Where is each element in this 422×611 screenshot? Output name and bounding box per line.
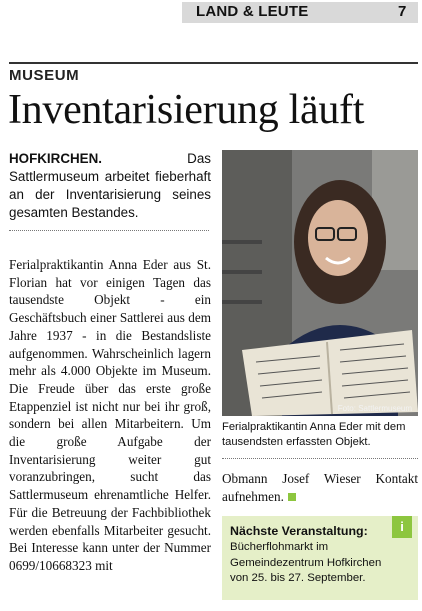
end-mark-icon <box>288 493 296 501</box>
continuation-text: Obmann Josef Wieser Kontakt aufnehmen. <box>222 471 418 504</box>
page-header <box>0 0 422 27</box>
article-kicker: MUSEUM <box>9 67 80 84</box>
info-icon: i <box>392 516 412 538</box>
event-text: Bücherflohmarkt im Gemeindezentrum Hofkirchen von 25. bis 27. September. <box>230 541 382 584</box>
page-number: 7 <box>398 3 407 20</box>
article-headline: Inventarisierung läuft <box>8 87 365 133</box>
article-lead-text: Das Sattlermuseum arbeitet fieberhaft an der Inventarisierung seines gesamten Bestandes. <box>9 151 211 220</box>
article-photo <box>222 150 418 416</box>
caption-divider <box>222 458 418 459</box>
lead-divider <box>9 230 209 231</box>
article-lead <box>9 150 211 222</box>
article-body: Ferialpraktikantin Anna Eder aus St. Florian hat vor einigen Tagen das tausendste Objekt - ein Geschäftsbuch einer Sattlerei aus dem Jahre 1937 - in die Bestandsliste aufgenommen. Wahrscheinlich lagern mehr als 4.000 Objekte im Museum. Die Freude über das erste große Etappenziel ist nicht nur bei ihr groß, sondern bei allen Mitarbeitern. Um die große Aufgabe der Inventarisierung weiter gut voranzubringen, sucht das Sattlermuseum ehrenamtliche Helfer. Für die Betreuung der Fachbibliothek werden ebenfalls Mitarbeiter gesucht. Bei Interesse kann unter der Nummer 0699/10668323 mit <box>9 257 211 573</box>
photo-illustration <box>222 150 418 416</box>
section-name: LAND & LEUTE <box>196 3 309 20</box>
top-rule <box>9 62 418 64</box>
event-box <box>222 516 418 600</box>
article-continuation <box>222 470 418 506</box>
article-dateline: HOFKIRCHEN. <box>9 151 102 166</box>
photo-credit: Foto: Sattlermuseum <box>337 404 412 413</box>
photo-caption: Ferialpraktikantin Anna Eder mit dem tausendsten erfassten Objekt. <box>222 421 406 448</box>
event-title: Nächste Veranstaltung: <box>230 524 368 538</box>
